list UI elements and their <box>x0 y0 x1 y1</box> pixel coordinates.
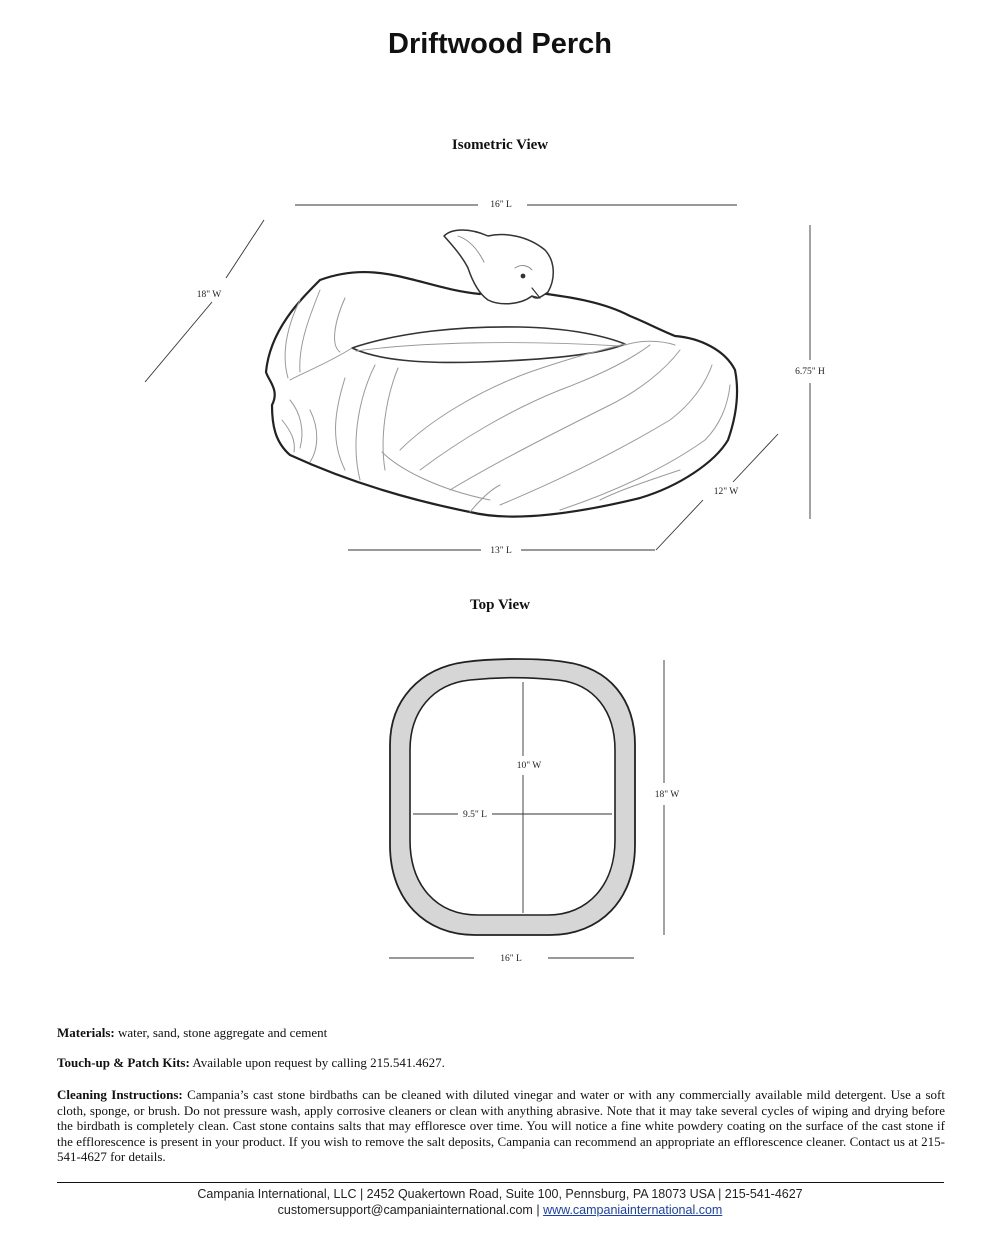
iso-length-top-label: 16" L <box>490 200 512 210</box>
iso-height-label: 6.75" H <box>795 367 825 377</box>
top-outer-length-label: 16" L <box>500 954 522 964</box>
birdbath-isometric-drawing <box>266 230 737 517</box>
touchup-line <box>57 1055 945 1071</box>
footer-divider <box>57 1182 944 1183</box>
isometric-view-heading: Isometric View <box>451 137 549 153</box>
materials-text: water, sand, stone aggregate and cement <box>114 1025 328 1040</box>
touchup-text: Available upon request by calling 215.541.4627. <box>189 1055 445 1070</box>
top-view-heading: Top View <box>470 597 530 613</box>
footer-contact <box>0 1203 1000 1217</box>
materials-line <box>57 1025 945 1041</box>
cleaning-text: Campania’s cast stone birdbaths can be cleaned with diluted vinegar and water or with any commercially available mild detergent. Use a soft cloth, sponge, or brush. Do not pressure wash, apply corrosive cleaners or clean with anything abrasive. Note that it may take several cycles of wiping and drying before the birdbath is completely clean. Cast stone contains salts that may effloresce over time. You will notice a fine white powdery coating on the surface of the cast stone if the efflorescence is present in your product. If you wish to remove the salt deposits, Campania can recommend an appropriate an efflorescence cleaner. Contact us at 215-541-4627 for details. <box>57 1087 945 1164</box>
birdbath-top-view-drawing <box>390 659 635 935</box>
cleaning-instructions <box>57 1087 945 1165</box>
footer-address: Campania International, LLC | 2452 Quakertown Road, Suite 100, Pennsburg, PA 18073 USA | 215-541-4627 <box>197 1187 803 1201</box>
iso-width-right-label: 12" W <box>713 487 739 497</box>
cleaning-label: Cleaning Instructions: <box>57 1087 183 1102</box>
iso-width-left-label: 18" W <box>196 290 222 300</box>
top-inner-length-label: 9.5" L <box>463 810 487 820</box>
footer-website-link[interactable]: www.campaniainternational.com <box>543 1203 723 1217</box>
touchup-label: Touch-up & Patch Kits: <box>57 1055 190 1070</box>
top-inner-width-label: 10" W <box>516 761 542 771</box>
iso-length-bottom-label: 13" L <box>490 546 512 556</box>
top-outer-width-label: 18" W <box>654 790 680 800</box>
materials-label: Materials: <box>57 1025 115 1040</box>
footer-email: customersupport@campaniainternational.com <box>277 1203 533 1217</box>
footer-separator: | <box>532 1203 544 1217</box>
page-title: Driftwood Perch <box>388 28 612 60</box>
